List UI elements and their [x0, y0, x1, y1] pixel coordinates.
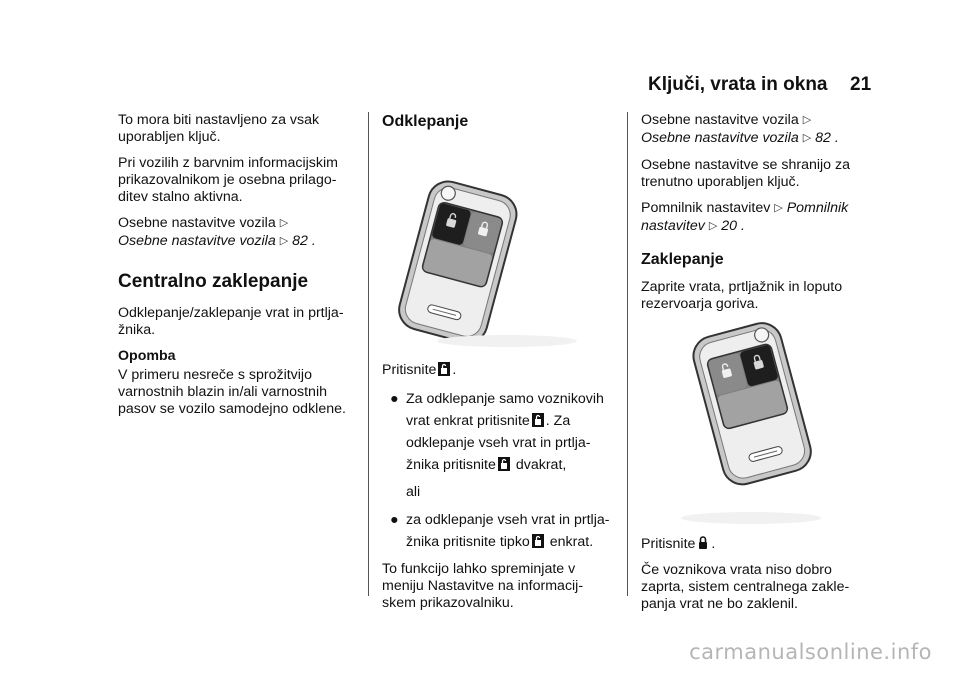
- section-heading: Centralno zaklepanje: [118, 271, 309, 292]
- key-fob-lock-image: [641, 322, 881, 532]
- cross-reference: Osebne nastavitve vozila ▷ Osebne nastavitve vozila ▷ 82 .: [641, 112, 839, 146]
- reference-arrow-icon: ▷: [802, 114, 812, 126]
- paragraph: Če voznikova vrata niso dobro zaprta, sistem centralnega zakle- panja vrat ne bo zaklenil.: [641, 562, 850, 612]
- subsection-heading: Odklepanje: [382, 113, 469, 130]
- note-title: Opomba: [118, 348, 176, 364]
- key-fob-unlock-image: [382, 141, 614, 356]
- unlock-button-icon: [438, 362, 450, 376]
- page-number: 21: [850, 74, 872, 95]
- column-divider: [368, 112, 369, 596]
- unlock-button-icon: [532, 534, 544, 548]
- reference-link[interactable]: Osebne nastavitve vozila: [641, 130, 799, 146]
- bullet-icon: ●: [390, 391, 399, 407]
- paragraph: Pritisnite .: [641, 536, 716, 552]
- subsection-heading: Zaklepanje: [641, 251, 724, 268]
- bullet-icon: ●: [390, 512, 399, 528]
- reference-link[interactable]: Osebne nastavitve vozila: [118, 233, 276, 249]
- column-1: [118, 112, 356, 427]
- list-item: ● za odklepanje vseh vrat in prtlja- žnika pritisnite tipko enkrat.: [382, 509, 614, 553]
- reference-page[interactable]: 20: [721, 218, 738, 234]
- reference-arrow-icon: ▷: [279, 217, 289, 229]
- lock-button-icon: [697, 536, 709, 550]
- reference-arrow-icon: ▷: [802, 132, 812, 144]
- note-text: V primeru nesreče s sprožitvijo varnostnih blazin in/ali varnostnih pasov se vozilo samodejno odklene.: [118, 367, 346, 417]
- cross-reference: Pomnilnik nastavitev ▷ Pomnilnik nastavitev ▷ 20 .: [641, 200, 849, 234]
- cross-reference: Osebne nastavitve vozila ▷ Osebne nastavitve vozila ▷ 82 .: [118, 215, 316, 249]
- reference-page[interactable]: 82: [815, 130, 831, 146]
- list-item: ● Za odklepanje samo voznikovih vrat enkrat pritisnite . Za odklepanje vseh vrat in prtlja- žnika pritisnite dvakrat,: [382, 388, 614, 476]
- reference-arrow-icon: ▷: [774, 202, 783, 214]
- reference-link[interactable]: nastavitev: [641, 218, 705, 234]
- page-header-title: Ključi, vrata in okna: [648, 74, 828, 95]
- unlock-button-icon: [532, 413, 544, 427]
- watermark: carmanualsonline.info: [689, 640, 932, 664]
- column-3: [641, 112, 881, 622]
- reference-link[interactable]: Pomnilnik: [786, 200, 849, 216]
- paragraph: Osebne nastavitve se shranijo za trenutno uporabljen ključ.: [641, 157, 850, 190]
- column-divider: [627, 112, 628, 596]
- paragraph: To mora biti nastavljeno za vsak uporabljen ključ.: [118, 112, 320, 145]
- paragraph: Zaprite vrata, prtljažnik in loputo rezervoarja goriva.: [641, 279, 843, 312]
- unlock-button-icon: [498, 457, 510, 471]
- paragraph: Odklepanje/zaklepanje vrat in prtlja- žnika.: [118, 305, 344, 338]
- column-2: [382, 112, 614, 621]
- list-connector: ali: [406, 484, 421, 500]
- paragraph: Pri vozilih z barvnim informacijskim prikazovalnikom je osebna prilago- ditev stalno aktivna.: [118, 155, 338, 205]
- reference-page[interactable]: 82: [292, 233, 308, 249]
- paragraph: To funkcijo lahko spreminjate v meniju Nastavitve na informacij- skem prikazovalniku.: [382, 561, 584, 611]
- reference-arrow-icon: ▷: [708, 220, 718, 232]
- reference-arrow-icon: ▷: [279, 235, 289, 247]
- paragraph: Pritisnite .: [382, 362, 457, 378]
